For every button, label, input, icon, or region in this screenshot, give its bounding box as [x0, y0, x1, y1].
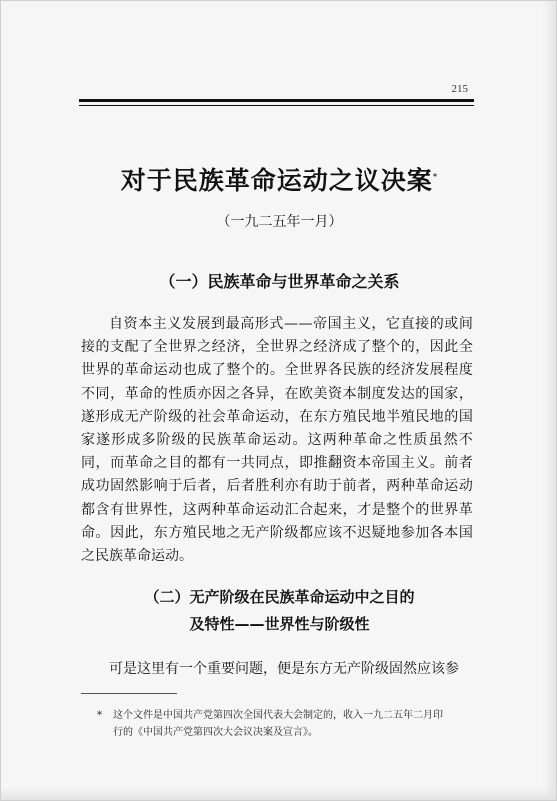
paragraph-line: 不 同 ， 革 命 的 性 质 亦 因 之 各 异 ， 在 欧 美 资 本 制 度 发 达 的 国 家 ，: [81, 385, 473, 402]
document-title: [1, 161, 557, 197]
paragraph-line: 接 的 支 配 了 全 世 界 之 经 济 ， 全 世 界 之 经 济 成 了 整 个 的 ， 因 此 全: [81, 339, 473, 356]
paragraph-line: 遂 形 成 无 产 阶 级 的 社 会 革 命 运 动 ， 在 东 方 殖 民 地 半 殖 民 地 的 国: [81, 408, 473, 425]
paragraph-line: 家 遂 形 成 多 阶 级 的 民 族 革 命 运 动 。 这 两 种 革 命 之 性 质 虽 然 不: [81, 431, 473, 448]
paragraph-line: 都 含 有 世 界 性 ， 这 两 种 革 命 运 动 汇 合 起 来 ， 才 是 整 个 的 世 界 革: [81, 501, 473, 518]
footnote-line-2: 行的《中国共产党第四次大会议决案及宣言》。: [113, 727, 318, 738]
paragraph-line: 同 ， 而 革 命 之 目 的 都 有 一 共 同 点 ， 即 推 翻 资 本 帝 国 主 义 。 前 者: [81, 455, 473, 472]
section-2-paragraph: 可是这里有一个重要问题，便是东方无产阶级固然应该参: [109, 661, 459, 677]
paragraph-line: 命 。 因 此 ， 东 方 殖 民 地 之 无 产 阶 级 都 应 该 不 迟 疑 地 参 加 各 本 国: [81, 524, 473, 541]
paragraph-line: 自 资 本 主 义 发 展 到 最 高 形 式 — — 帝 国 主 义 ， 它 直 接 的 或 间: [109, 316, 473, 332]
header-rule-thick: [79, 99, 474, 102]
page-number: 215: [451, 83, 468, 95]
paragraph-line: 成 功 固 然 影 响 于 后 者 ， 后 者 胜 利 亦 有 助 于 前 者 ， 两 种 革 命 运 动: [81, 478, 473, 495]
section-2-heading-line-2: 及特性——世界性与阶级性: [189, 615, 370, 633]
footnote-mark: *: [97, 710, 102, 721]
document-date: （一九二五年一月）: [216, 214, 343, 230]
footnote-line-1: 这个文件是中国共产党第四次全国代表大会制定的，收入一九二五年二月印: [113, 710, 443, 721]
title-footnote-mark: *: [432, 172, 439, 183]
section-1-heading: （一）民族革命与世界革命之关系: [159, 272, 400, 291]
section-1-paragraph: [81, 313, 473, 568]
paragraph-line: 世 界 的 革 命 运 动 也 成 了 整 个 的 。 全 世 界 各 民 族 的 经 济 发 展 程 度: [81, 362, 473, 379]
document-title-text: 对于民族革命运动之议决案: [120, 166, 433, 195]
footnote: [97, 707, 475, 741]
paragraph-line: 之民族革命运动。: [81, 547, 193, 564]
section-2-heading-line-1: （二）无产阶级在民族革命运动中之目的: [144, 588, 415, 606]
footnote-divider: [81, 693, 177, 694]
header-rule-thin: [79, 105, 474, 106]
